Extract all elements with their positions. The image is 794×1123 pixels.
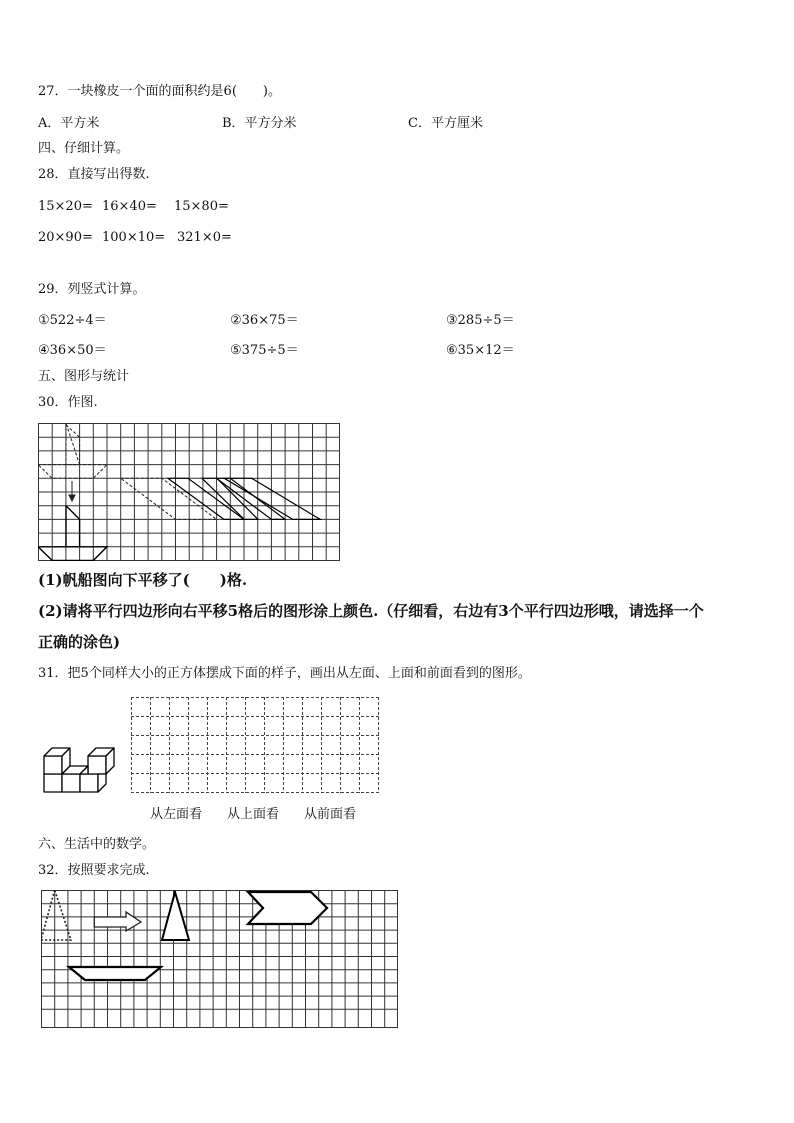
q29-title: 29．列竖式计算。 — [38, 282, 146, 297]
q28-title: 28．直接写出得数. — [38, 167, 150, 182]
q28-expr-6: 321×0= — [177, 230, 232, 245]
q29-item-3: ③285÷5＝ — [446, 313, 515, 328]
q29-item-1: ①522÷4＝ — [38, 313, 107, 328]
q31-label-front: 从前面看 — [304, 807, 357, 822]
q29-item-2: ②36×75＝ — [230, 313, 299, 328]
q30-part2-line2: 正确的涂色) — [38, 633, 121, 651]
q30-part1: (1)帆船图向下平移了( )格. — [38, 571, 248, 589]
q32-title: 32．按照要求完成. — [38, 863, 150, 878]
q28-expr-3: 15×80= — [174, 199, 229, 214]
q32-grid-figure — [41, 890, 398, 1028]
q27-option-c: C．平方厘米 — [408, 116, 483, 131]
q27-option-a: A．平方米 — [38, 116, 100, 131]
q31-dashed-grid — [131, 697, 379, 793]
q28-expr-1: 15×20= — [38, 199, 93, 214]
q27-option-b: B．平方分米 — [222, 116, 297, 131]
section-6-heading: 六、生活中的数学。 — [38, 837, 156, 852]
q28-expr-2: 16×40= — [102, 199, 157, 214]
q27-text: 27．一块橡皮一个面的面积约是6( )。 — [38, 84, 281, 99]
q30-part2-line1: (2)请将平行四边形向右平移5格后的图形涂上颜色.（仔细看，右边有3个平行四边形哦，请选择一个 — [38, 602, 704, 620]
q31-label-top: 从上面看 — [227, 807, 280, 822]
q30-title: 30．作图. — [38, 395, 98, 410]
q29-item-5: ⑤375÷5＝ — [230, 343, 299, 358]
q28-expr-5: 100×10= — [102, 230, 166, 245]
q29-item-4: ④36×50＝ — [38, 343, 107, 358]
q30-grid-figure — [38, 423, 340, 561]
q29-item-6: ⑥35×12＝ — [446, 343, 515, 358]
q31-cube-stack — [40, 740, 120, 796]
q31-title: 31．把5个同样大小的正方体摆成下面的样子，画出从左面、上面和前面看到的图形。 — [38, 666, 531, 681]
q28-expr-4: 20×90= — [38, 230, 93, 245]
q31-label-left: 从左面看 — [150, 807, 203, 822]
section-4-heading: 四、仔细计算。 — [38, 141, 130, 156]
section-5-heading: 五、图形与统计 — [38, 369, 130, 384]
